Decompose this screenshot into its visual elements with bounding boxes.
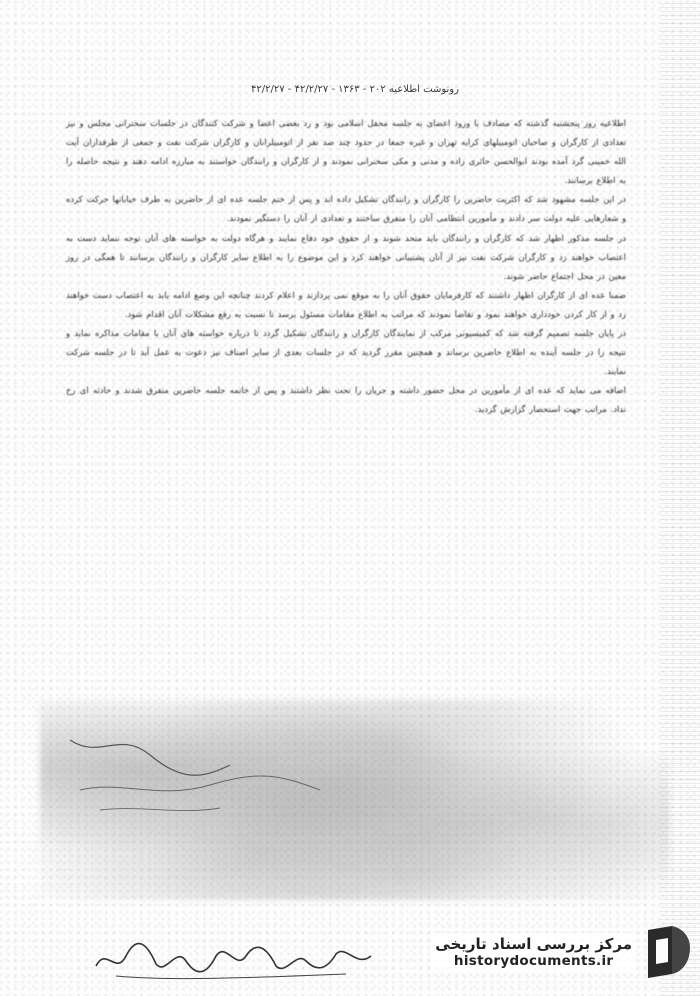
- document-reference-number: رونوشت اطلاعیه ۲۰۲ - ۱۳۶۳ - ۴۲/۲/۲۷ - ۴۲/۲/۲۷: [251, 84, 459, 95]
- body-paragraph-4: ضمنا عده ای از کارگران اظهار داشتند که کارفرمایان حقوق آنان را به موقع نمی پردازند و اعلام کردند چنانچه این وضع ادامه یابد به اعتصاب دست خواهند زد و از کار کردن خودداری خواهند نمود و تقاضا نمودند که مراتب به اطلاع مقامات مسئول برسد تا نسبت به رفع مشکلات آنان اقدام شود.: [66, 289, 626, 319]
- archive-logo-icon: [642, 922, 694, 982]
- watermark-url: historydocuments.ir: [453, 953, 614, 969]
- document-body: [66, 114, 626, 420]
- watermark-text-block: [431, 933, 636, 971]
- body-paragraph-6: اضافه می نماید که عده ای از مأمورین در محل حضور داشته و جریان را تحت نظر داشتند و پس از خاتمه جلسه حاضرین متفرق شدند و حادثه ای رخ نداد. مراتب جهت استحضار گزارش گردید.: [66, 385, 626, 415]
- body-paragraph-1: اطلاعیه روز پنجشنبه گذشته که مصادف با ورود اعضای به جلسه محفل اسلامی بود و رد بعضی اعضا و شرکت کنندگان در جلسات سخنرانی مجلس و نیز تعدادی از کارگران و صاحبان اتومبیلهای کرایه تهران و غیره جمعا در حدود چند صد نفر از اتومبیلرانان و کارگران شرکت نفت و جمعی از طرفداران آیت الله خمینی گرد آمده بودند ابوالحسن حائری زاده و مدنی و مکی سخنرانی نمودند و از کارگران و رانندگان خواستند به مبارزه ادامه دهند و نتیجه حاصله را به اطلاع برسانند.: [66, 118, 626, 186]
- body-paragraph-2: در این جلسه مشهود شد که اکثریت حاضرین را کارگران و رانندگان تشکیل داده اند و پس از ختم جلسه عده ای از حاضرین به طرف خیابانها حرکت کرده و شعارهایی علیه دولت سر دادند و مأمورین انتظامی آنان را متفرق ساختند و تعدادی از آنان را دستگیر نمودند.: [66, 194, 626, 224]
- handwritten-signature: [86, 926, 386, 986]
- body-paragraph-5: در پایان جلسه تصمیم گرفته شد که کمیسیونی مرکب از نمایندگان کارگران و رانندگان تشکیل گردد تا درباره خواسته های آنان با مقامات مذاکره نماید و نتیجه را در جلسه آینده به اطلاع حاضرین برساند و همچنین مقرر گردید که در جلسات بعدی از سایر اصناف نیز دعوت به عمل آید تا در جلسه شرکت نمایند.: [66, 328, 626, 377]
- archive-watermark: [404, 916, 694, 988]
- watermark-title: مرکز بررسی اسناد تاریخی: [435, 935, 632, 953]
- body-paragraph-3: در جلسه مذکور اظهار شد که کارگران و رانندگان باید متحد شوند و از حقوق خود دفاع نمایند و هرگاه دولت به خواسته های آنان توجه ننماید دست به اعتصاب خواهند زد و کارگران شرکت نفت نیز از آنان پشتیبانی خواهند کرد و این موضوع را به اطلاع سایر کارگران و رانندگان برسانند تا همگی در روز معین در محل اجتماع حاضر شوند.: [66, 232, 626, 281]
- handwritten-scribble: [60, 720, 360, 840]
